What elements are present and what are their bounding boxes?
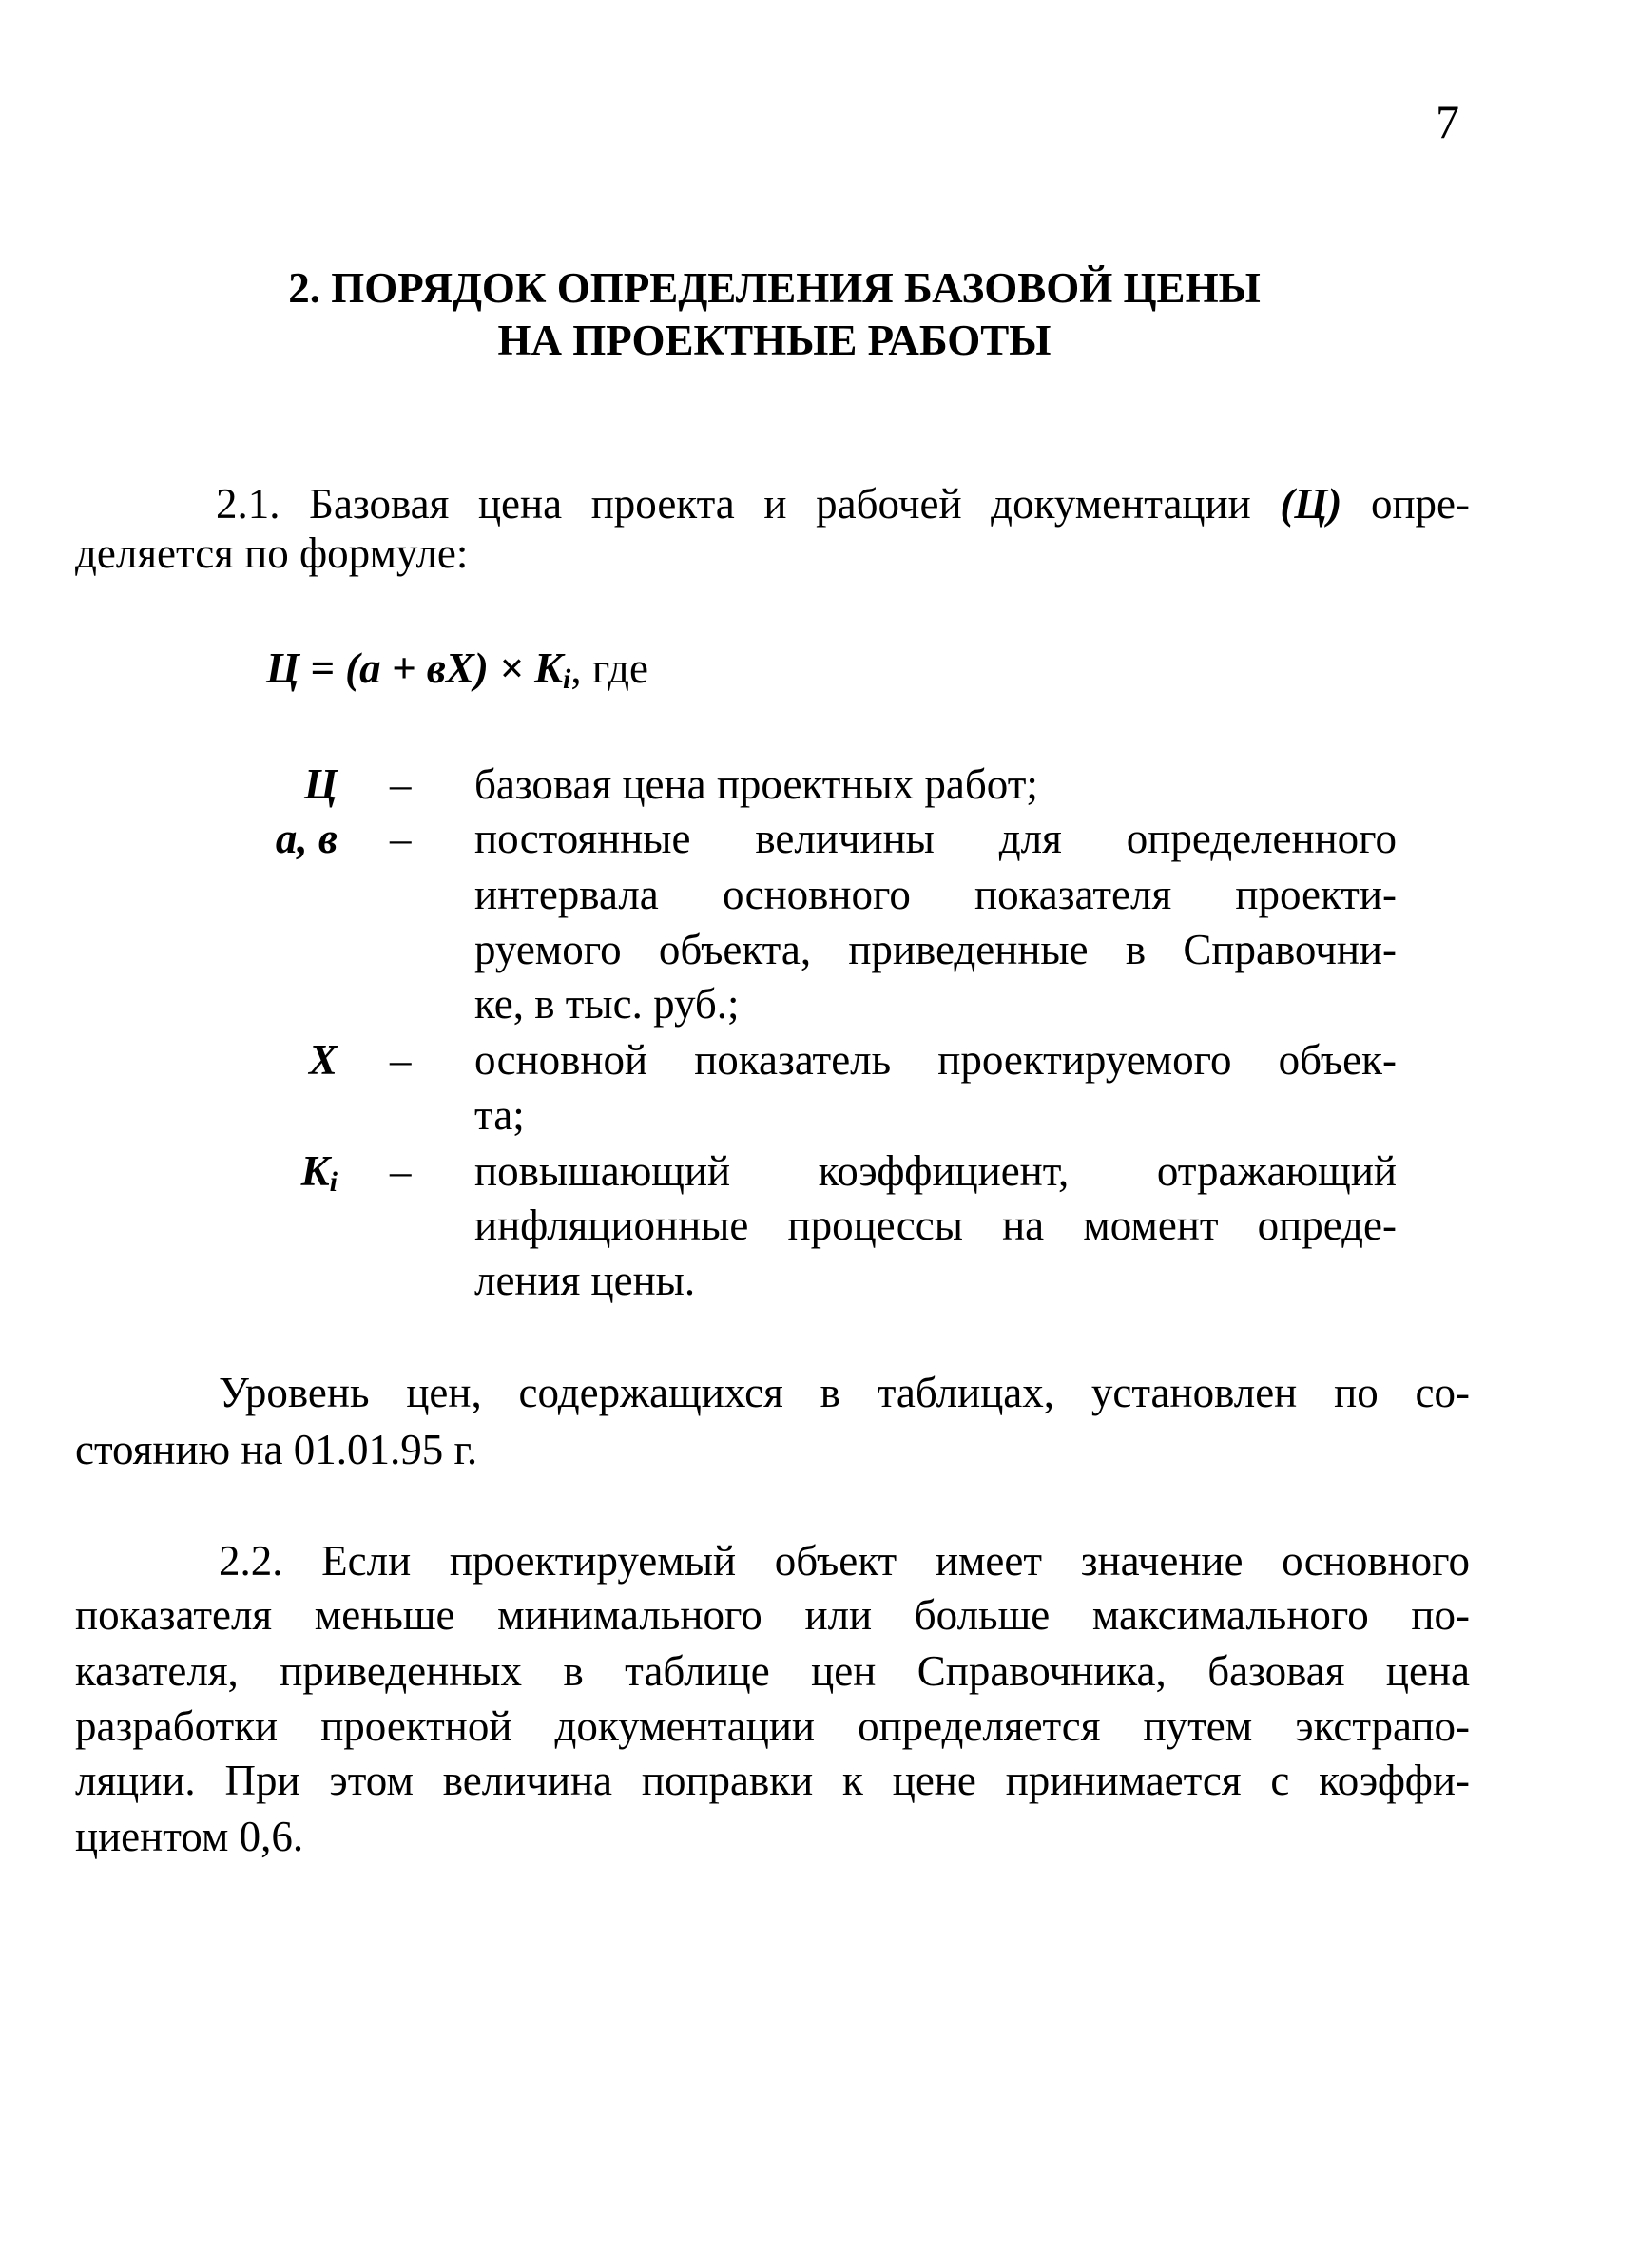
definition-text: базовая цена проектных работ; bbox=[474, 760, 1038, 808]
definition-text: инфляционные процессы на момент опреде- bbox=[474, 1201, 1397, 1249]
definition-dash: – bbox=[390, 1036, 412, 1084]
definition-text: постоянные величины для определенного bbox=[474, 815, 1397, 862]
paragraph-line: разработки проектной документации определяется путем экстрапо- bbox=[75, 1702, 1470, 1750]
definition-text: повышающий коэффициент, отражающий bbox=[474, 1147, 1397, 1195]
price-level-line2: стоянию на 01.01.95 г. bbox=[75, 1426, 478, 1473]
section-title-line1: 2. ПОРЯДОК ОПРЕДЕЛЕНИЯ БАЗОВОЙ ЦЕНЫ bbox=[288, 264, 1261, 312]
price-level-line1: Уровень цен, содержащихся в таблицах, установлен по со- bbox=[219, 1369, 1470, 1416]
definition-symbol: X bbox=[308, 1036, 338, 1084]
definition-text: ке, в тыс. руб.; bbox=[474, 980, 740, 1028]
definition-text: основной показатель проектируемого объек- bbox=[474, 1036, 1397, 1084]
paragraph-2-1-line2: деляется по формуле: bbox=[75, 529, 469, 577]
paragraph-line: показателя меньше минимального или больше максимального по- bbox=[75, 1591, 1470, 1639]
page-number: 7 bbox=[1436, 95, 1459, 148]
definition-symbol: а, в bbox=[275, 815, 338, 862]
definition-dash: – bbox=[390, 815, 412, 862]
paragraph-line: 2.2. Если проектируемый объект имеет значение основного bbox=[219, 1537, 1470, 1585]
paragraph-line: циентом 0,6. bbox=[75, 1813, 304, 1860]
definition-dash: – bbox=[390, 1147, 412, 1195]
paragraph-line: казателя, приведенных в таблице цен Справочника, базовая цена bbox=[75, 1647, 1470, 1695]
definition-symbol: $K_i$ bbox=[300, 1147, 338, 1198]
paragraph-2-1-line1: 2.1. Базовая цена проекта и рабочей документации (Ц) опре- bbox=[216, 480, 1470, 528]
section-title-line2: НА ПРОЕКТНЫЕ РАБОТЫ bbox=[497, 317, 1052, 364]
definition-text: руемого объекта, приведенные в Справочни- bbox=[474, 926, 1397, 973]
definition-text: интервала основного показателя проекти- bbox=[474, 871, 1397, 918]
formula: $Ц = (а + вХ) \times K_i$, где bbox=[266, 644, 648, 695]
paragraph-line: ляции. При этом величина поправки к цене принимается с коэффи- bbox=[75, 1757, 1470, 1804]
definition-symbol: Ц bbox=[303, 760, 338, 808]
definition-dash: – bbox=[390, 760, 412, 808]
definition-text: ления цены. bbox=[474, 1257, 696, 1304]
definition-text: та; bbox=[474, 1091, 525, 1139]
